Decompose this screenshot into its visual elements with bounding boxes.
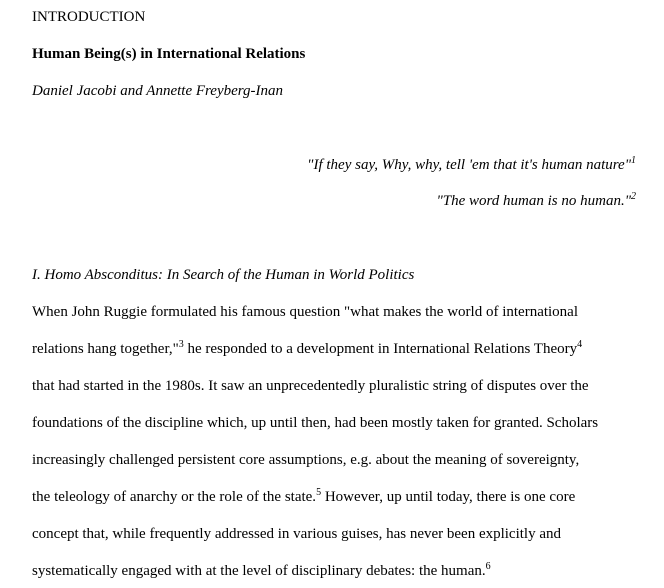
paragraph-line: When John Ruggie formulated his famous question "what makes the world of international — [32, 304, 579, 320]
section-label: INTRODUCTION — [32, 9, 146, 25]
paragraph-text: the teleology of anarchy or the role of the state. — [32, 489, 317, 505]
section-heading: I. Homo Absconditus: In Search of the Human in World Politics — [32, 267, 415, 283]
epigraph-2 — [436, 192, 636, 210]
paragraph-text: relations hang together," — [32, 341, 179, 357]
paragraph-text: However, up until today, there is one core — [321, 489, 576, 505]
paragraph-text: systematically engaged with at the level of disciplinary debates: the human. — [32, 563, 486, 579]
paragraph-line: foundations of the discipline which, up until then, had been mostly taken for granted. Scholars — [32, 415, 599, 431]
footnote-ref: 4 — [577, 339, 583, 350]
footnote-ref: 2 — [631, 191, 636, 202]
paragraph-line — [32, 488, 575, 506]
paragraph-line: that had started in the 1980s. It saw an unprecedentedly pluralistic string of disputes over the — [32, 378, 589, 394]
footnote-ref: 6 — [485, 561, 491, 572]
epigraph-2-text: "The word human is no human." — [436, 193, 631, 209]
chapter-title: Human Being(s) in International Relations — [32, 46, 306, 62]
epigraph-1 — [307, 156, 636, 174]
paragraph-line — [32, 340, 582, 358]
paragraph-text: he responded to a development in International Relations Theory — [183, 341, 578, 357]
paragraph-line: increasingly challenged persistent core assumptions, e.g. about the meaning of sovereignty, — [32, 452, 580, 468]
epigraph-1-text: "If they say, Why, why, tell 'em that it's human nature" — [307, 157, 631, 173]
footnote-ref: 5 — [316, 487, 322, 498]
footnote-ref: 1 — [631, 155, 636, 166]
footnote-ref: 3 — [178, 339, 184, 350]
paragraph-line — [32, 562, 491, 580]
authors: Daniel Jacobi and Annette Freyberg-Inan — [32, 83, 284, 99]
paragraph-line: concept that, while frequently addressed in various guises, has never been explicitly and — [32, 526, 561, 542]
